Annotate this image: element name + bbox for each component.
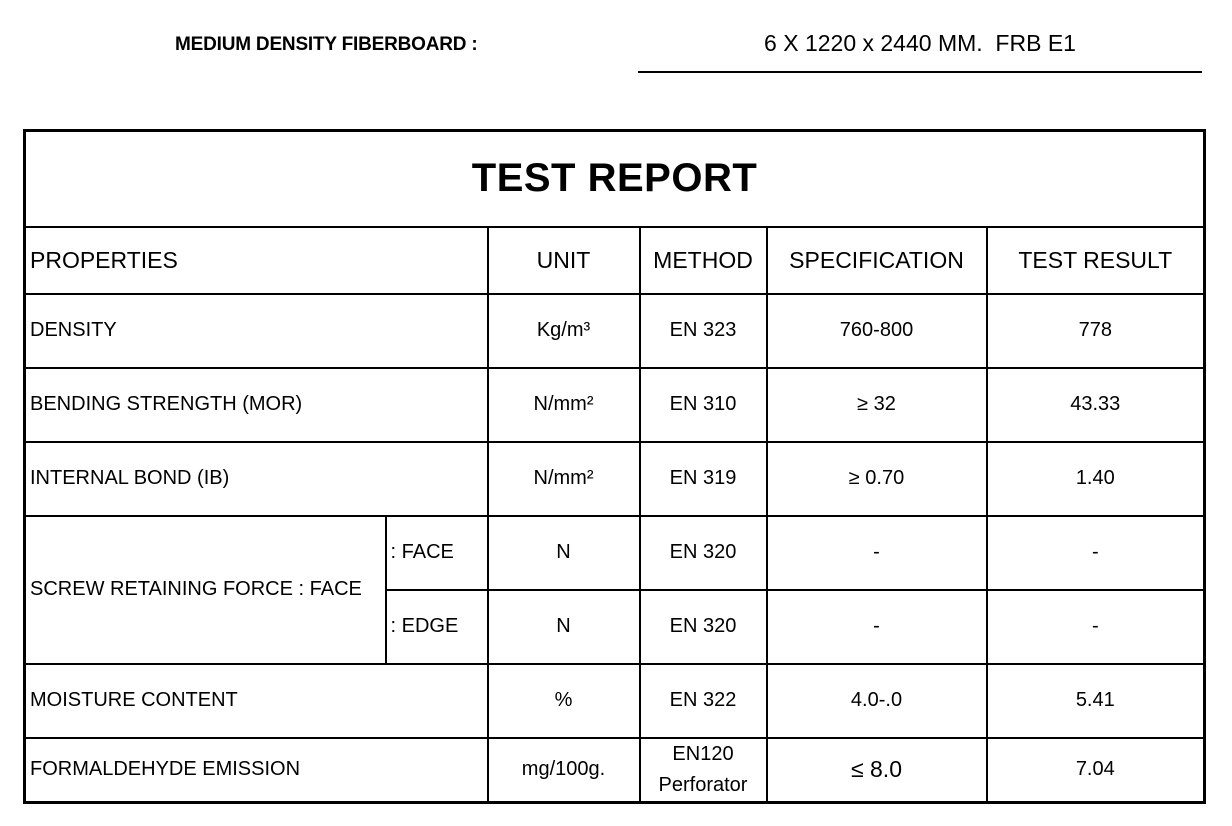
property-cell: DENSITY: [25, 294, 488, 368]
spec-cell: -: [767, 590, 987, 664]
method-cell: EN 310: [640, 368, 767, 442]
test-report-table: [23, 129, 1206, 804]
col-header-test-result: TEST RESULT: [987, 227, 1205, 294]
property-cell: MOISTURE CONTENT: [25, 664, 488, 738]
material-spec-value: 6 X 1220 x 2440 MM. FRB E1: [764, 30, 1076, 56]
unit-cell: %: [488, 664, 640, 738]
method-cell: EN 322: [640, 664, 767, 738]
result-cell: 43.33: [987, 368, 1205, 442]
sub-property-cell: : EDGE: [386, 590, 488, 664]
property-cell: INTERNAL BOND (IB): [25, 442, 488, 516]
table-row-screw-face: [25, 516, 1205, 590]
method-line-2: Perforator: [658, 773, 748, 796]
table-row-density: [25, 294, 1205, 368]
method-cell: EN 319: [640, 442, 767, 516]
col-header-method: METHOD: [640, 227, 767, 294]
col-header-properties: PROPERTIES: [25, 227, 488, 294]
header-row: [25, 227, 1205, 294]
spec-cell: ≥ 32: [767, 368, 987, 442]
unit-cell: N: [488, 516, 640, 590]
result-cell: 1.40: [987, 442, 1205, 516]
property-cell: SCREW RETAINING FORCE : FACE: [25, 516, 386, 664]
unit-cell: N/mm²: [488, 442, 640, 516]
underline-divider: [638, 71, 1202, 73]
unit-cell: Kg/m³: [488, 294, 640, 368]
method-cell: EN 320: [640, 590, 767, 664]
result-cell: 7.04: [987, 738, 1205, 803]
table-row-moisture-content: [25, 664, 1205, 738]
spec-cell: ≤ 8.0: [767, 738, 987, 803]
spec-cell: 760-800: [767, 294, 987, 368]
method-line-1: EN120: [672, 742, 734, 765]
report-title: TEST REPORT: [25, 131, 1205, 227]
table-row-internal-bond: [25, 442, 1205, 516]
method-cell: [640, 738, 767, 803]
spec-cell: 4.0-.0: [767, 664, 987, 738]
title-row: [25, 131, 1205, 227]
method-cell: EN 323: [640, 294, 767, 368]
result-cell: 5.41: [987, 664, 1205, 738]
property-cell: BENDING STRENGTH (MOR): [25, 368, 488, 442]
unit-cell: mg/100g.: [488, 738, 640, 803]
spec-cell: -: [767, 516, 987, 590]
result-cell: 778: [987, 294, 1205, 368]
col-header-unit: UNIT: [488, 227, 640, 294]
sub-property-cell: : FACE: [386, 516, 488, 590]
material-label: MEDIUM DENSITY FIBERBOARD :: [175, 34, 478, 55]
col-header-specification: SPECIFICATION: [767, 227, 987, 294]
result-cell: -: [987, 516, 1205, 590]
unit-cell: N: [488, 590, 640, 664]
method-cell: EN 320: [640, 516, 767, 590]
result-cell: -: [987, 590, 1205, 664]
unit-cell: N/mm²: [488, 368, 640, 442]
table-row-bending-strength: [25, 368, 1205, 442]
spec-cell: ≥ 0.70: [767, 442, 987, 516]
property-cell: FORMALDEHYDE EMISSION: [25, 738, 488, 803]
table-row-formaldehyde: [25, 738, 1205, 803]
